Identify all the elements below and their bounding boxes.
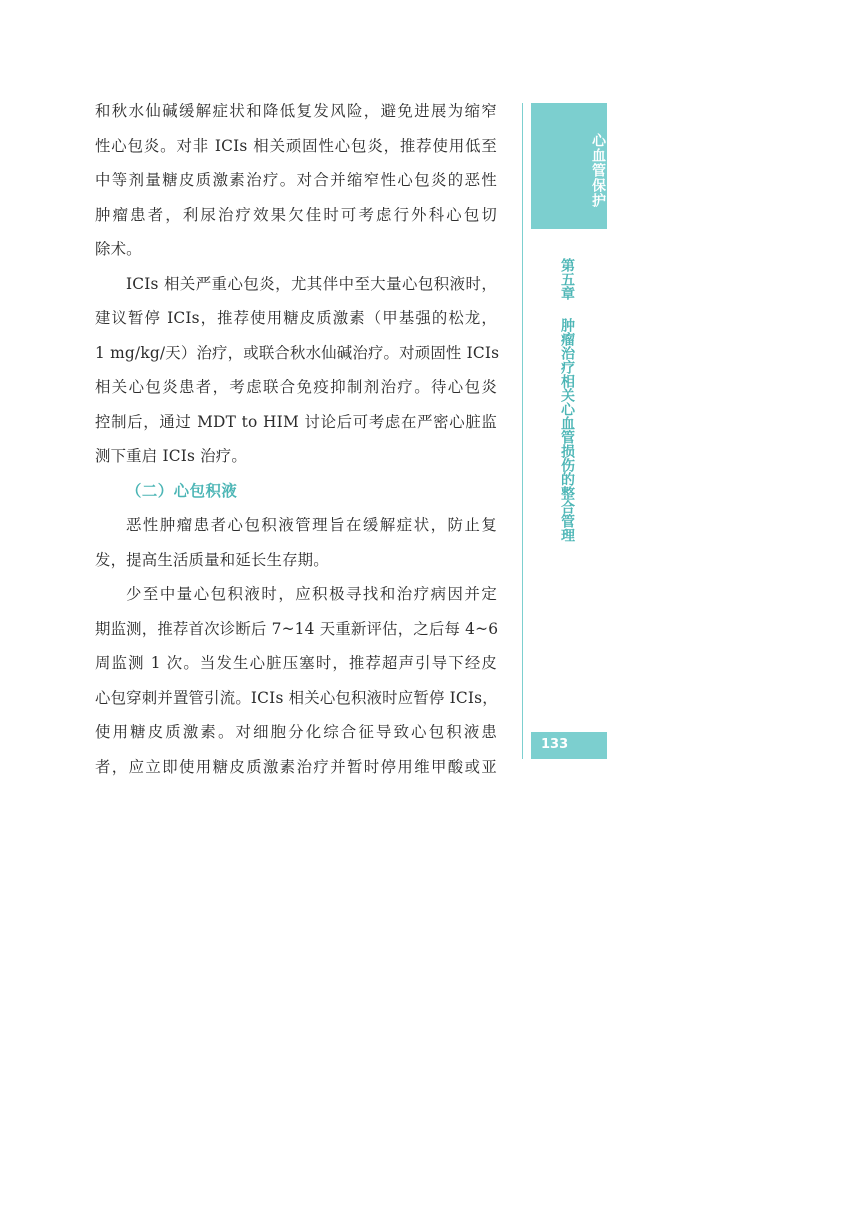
- text-line: 肿瘤患者，利尿治疗效果欠佳时可考虑行外科心包切: [95, 205, 497, 224]
- text-line: 中等剂量糖皮质激素治疗。对合并缩窄性心包炎的恶性: [95, 171, 497, 189]
- section-heading: （二）心包积液: [126, 481, 238, 500]
- text-line: 测下重启 ICIs 治疗。: [95, 447, 247, 465]
- text-line: 性心包炎。对非 ICIs 相关顽固性心包炎，推荐使用低至: [95, 136, 497, 155]
- text-line: 者，应立即使用糖皮质激素治疗并暂时停用维甲酸或亚: [95, 757, 497, 776]
- page-number: 133: [541, 737, 569, 752]
- text-line: 少至中量心包积液时，应积极寻找和治疗病因并定: [126, 585, 497, 603]
- text-line: 控制后，通过 MDT to HIM 讨论后可考虑在严密心脏监: [95, 412, 497, 431]
- text-line: 和秋水仙碱缓解症状和降低复发风险，避免进展为缩窄: [95, 102, 497, 120]
- text-line: 除术。: [95, 240, 142, 258]
- text-line: 心包穿刺并置管引流。ICIs 相关心包积液时应暂停 ICIs，: [95, 688, 498, 707]
- main-text: [95, 94, 500, 784]
- chapter-number: 第五章: [559, 258, 575, 300]
- text-line: 周监测 1 次。当发生心脏压塞时，推荐超声引导下经皮: [95, 654, 497, 672]
- text-line: ICIs 相关严重心包炎，尤其伴中至大量心包积液时，: [126, 274, 497, 293]
- chapter-name: 肿瘤治疗相关心血管损伤的整合管理: [559, 318, 575, 542]
- paragraph-1: [95, 94, 497, 267]
- paragraph-3: [95, 508, 497, 577]
- text-line: 期监测，推荐首次诊断后 7~14 天重新评估，之后每 4~6: [95, 619, 499, 638]
- text-line: 1 mg/kg/天）治疗，或联合秋水仙碱治疗。对顽固性 ICIs: [95, 343, 500, 362]
- text-line: 相关心包炎患者，考虑联合免疫抑制剂治疗。待心包炎: [95, 378, 497, 396]
- paragraph-2: [95, 267, 500, 474]
- page-number-box: [531, 732, 607, 759]
- section-tab-label: 心血管保护: [590, 133, 606, 208]
- text-line: 建议暂停 ICIs，推荐使用糖皮质激素（甲基强的松龙，: [95, 309, 497, 327]
- text-line: 发，提高生活质量和延长生存期。: [95, 550, 329, 569]
- text-line: 恶性肿瘤患者心包积液管理旨在缓解症状，防止复: [126, 516, 497, 534]
- paragraph-4: [95, 577, 497, 784]
- chapter-title: [555, 258, 575, 542]
- section-tab: [531, 103, 607, 229]
- sidebar-divider: [522, 103, 523, 759]
- text-line: 使用糖皮质激素。对细胞分化综合征导致心包积液患: [95, 723, 497, 741]
